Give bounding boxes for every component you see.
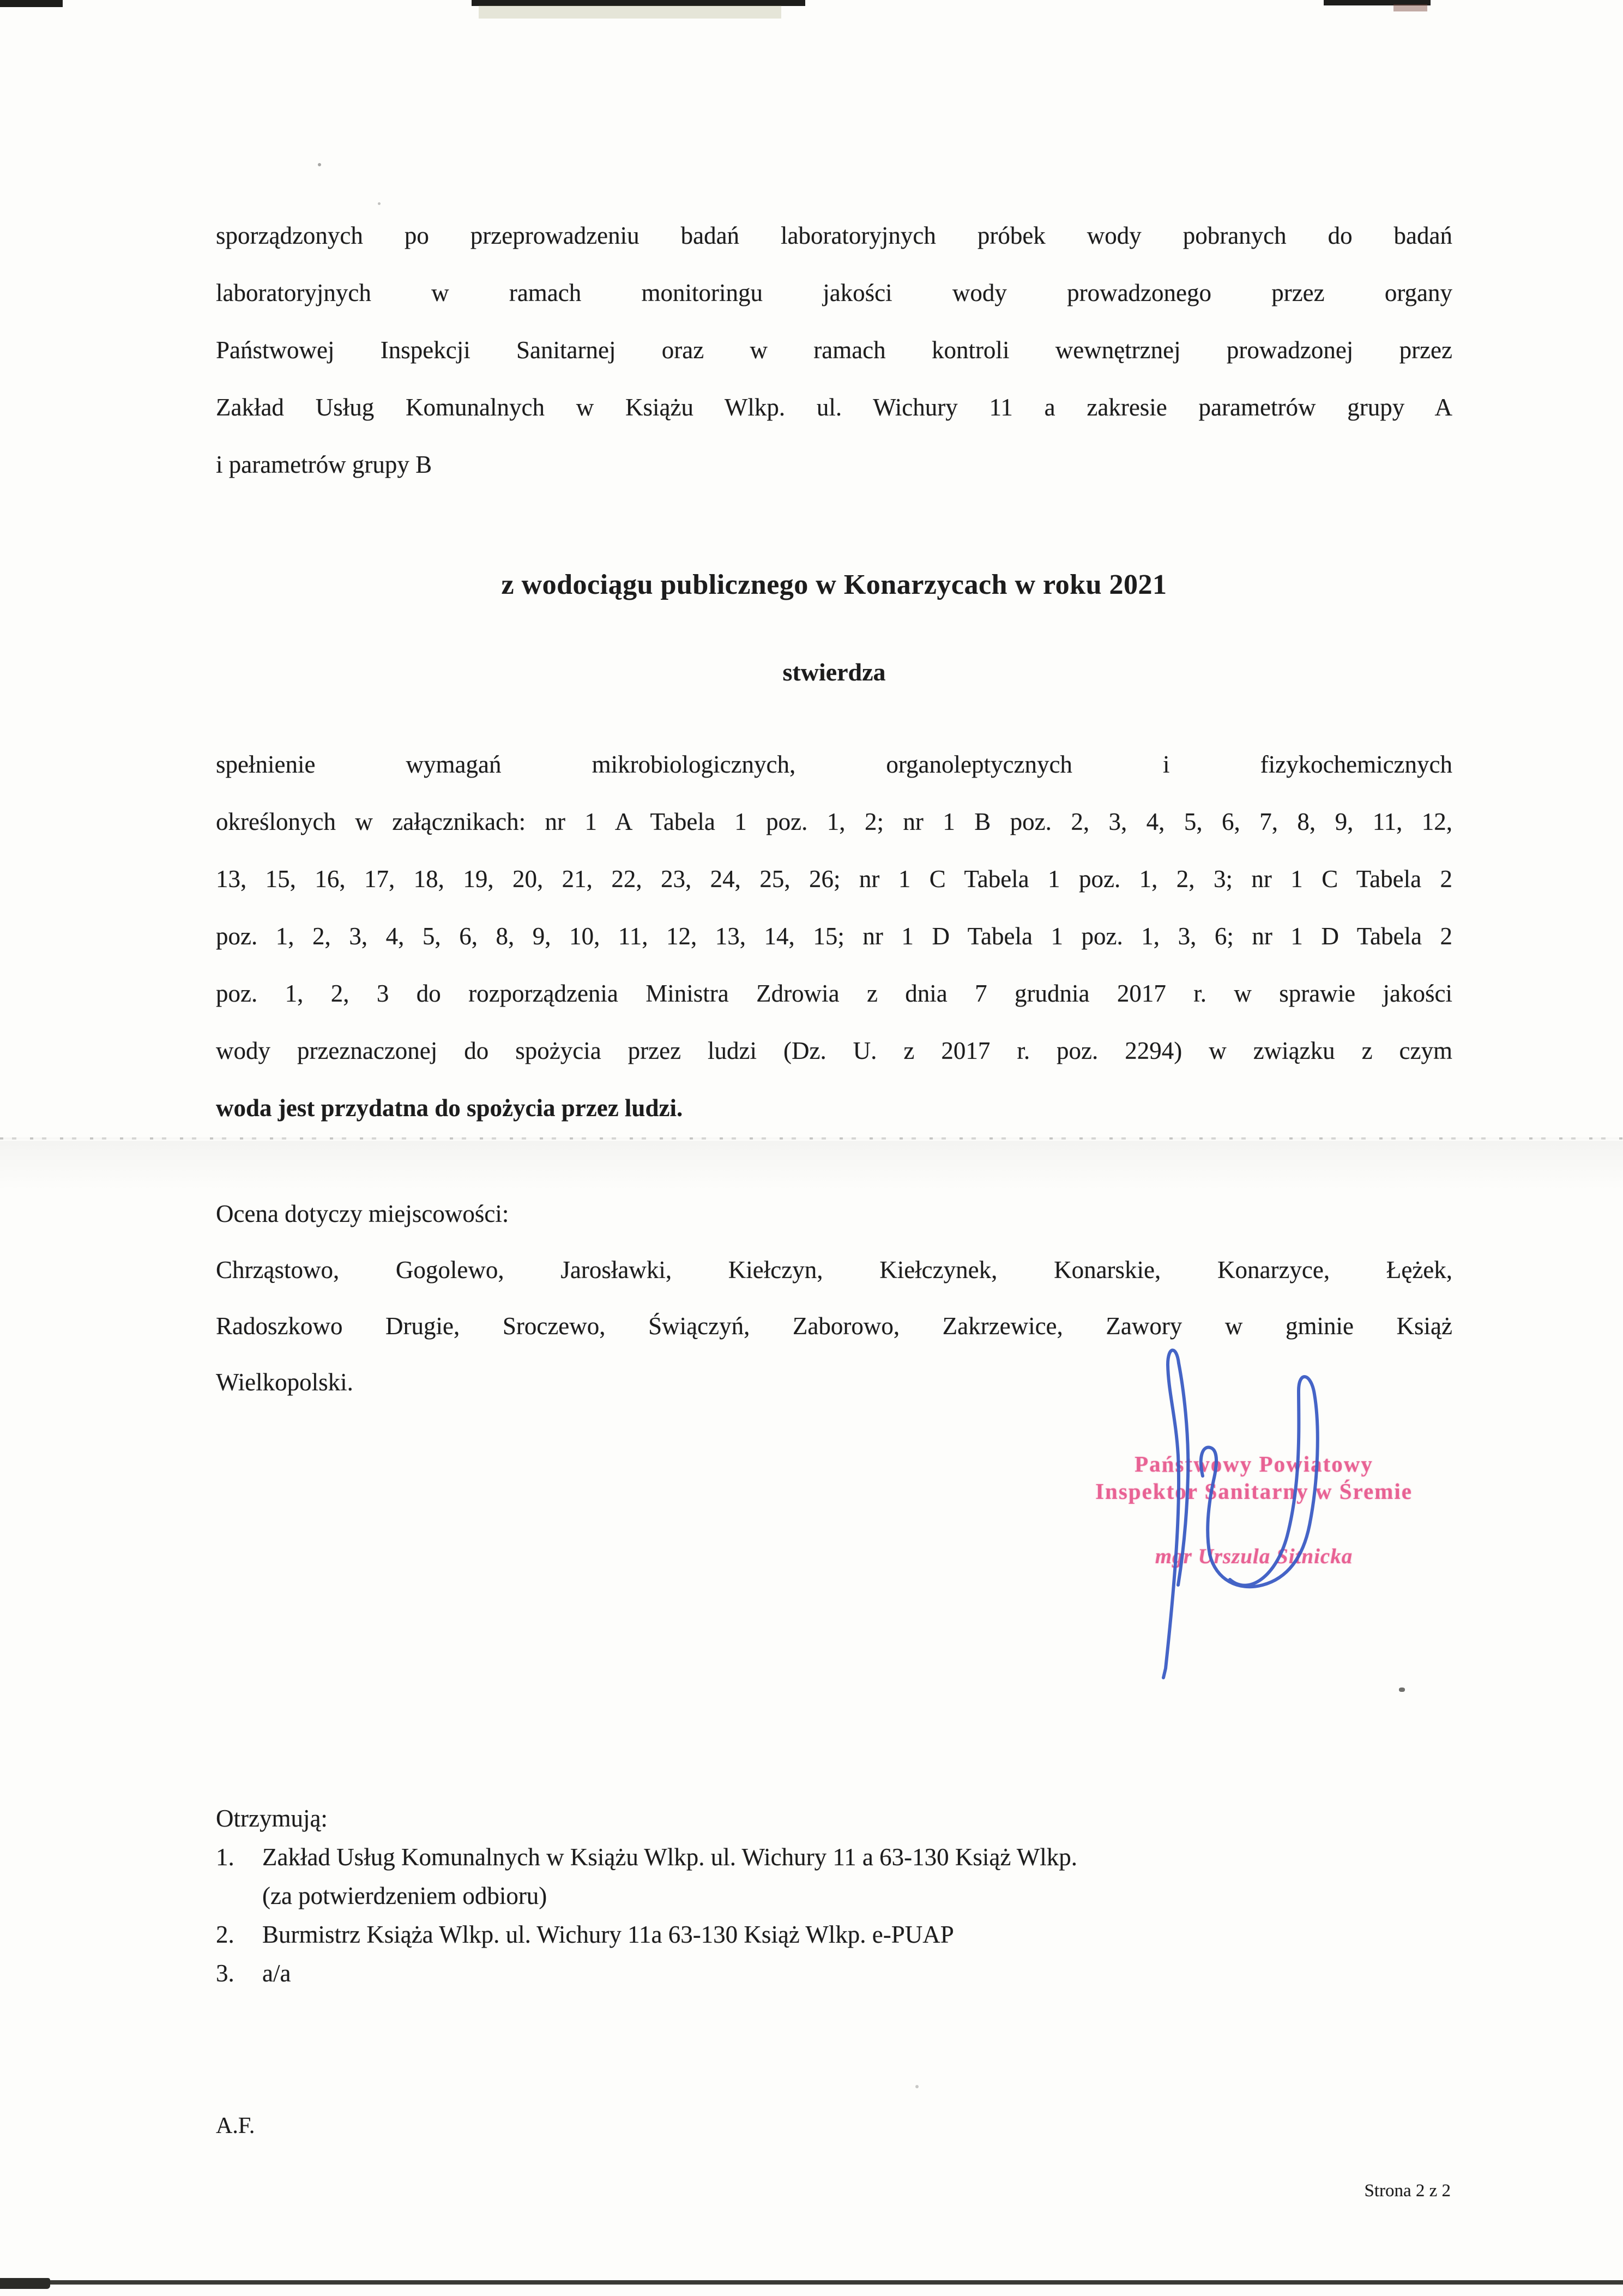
intro-line-2: laboratoryjnych w ramach monitoringu jakości wody prowadzonego przez organy xyxy=(216,279,1452,306)
localities-line-2: Radoszkowo Drugie, Sroczewo, Świączyń, Zaborowo, Zakrzewice, Zawory w gminie Książ xyxy=(216,1312,1452,1340)
stamp-line-2: Inspektor Sanitarny w Śremie xyxy=(1095,1479,1413,1504)
findings-line-6: wody przeznaczonej do spożycia przez ludzi (Dz. U. z 2017 r. poz. 2294) w związku z czym xyxy=(216,1037,1452,1064)
item-text: a/a xyxy=(262,1960,291,1987)
verdict-heading: stwierdza xyxy=(782,658,886,686)
distribution-item-1-note: (za potwierdzeniem odbioru) xyxy=(262,1882,547,1909)
localities-line-3: Wielkopolski. xyxy=(216,1369,353,1396)
localities-intro: Ocena dotyczy miejscowości: xyxy=(216,1200,509,1227)
stamp-line-1: Państwowy Powiatowy xyxy=(1135,1451,1373,1477)
item-number: 1. xyxy=(216,1843,234,1871)
intro-paragraph xyxy=(216,207,1452,493)
localities-line-1: Chrząstowo, Gogolewo, Jarosławki, Kiełczyn, Kiełczynek, Konarskie, Konarzyce, Łężek, xyxy=(216,1256,1452,1283)
distribution-heading: Otrzymują: xyxy=(216,1805,328,1832)
stamp-signer: mgr Urszula Sitnicka xyxy=(1155,1545,1353,1568)
page-number: Strona 2 z 2 xyxy=(1364,2181,1451,2201)
findings-line-1: spełnienie wymagań mikrobiologicznych, organoleptycznych i fizykochemicznych xyxy=(216,751,1452,778)
scan-speck xyxy=(318,163,321,166)
findings-paragraph xyxy=(216,736,1452,1137)
intro-line-1: sporządzonych po przeprowadzeniu badań laboratoryjnych próbek wody pobranych do badań xyxy=(216,222,1452,249)
scan-speck xyxy=(378,202,381,205)
item-number: 2. xyxy=(216,1921,234,1948)
item-text: Burmistrz Książa Wlkp. ul. Wichury 11a 63-130 Książ Wlkp. e-PUAP xyxy=(262,1921,954,1948)
handwritten-signature-icon xyxy=(1107,1339,1423,1690)
distribution-item-1 xyxy=(216,1838,1452,1877)
scan-artifact-top-middle-smudge xyxy=(479,5,781,19)
findings-line-4: poz. 1, 2, 3, 4, 5, 6, 8, 9, 10, 11, 12, 13, 14, 15; nr 1 D Tabela 1 poz. 1, 3, 6; nr 1 D Tabela 2 xyxy=(216,923,1452,950)
scan-artifact-bottom-line xyxy=(0,2280,1623,2285)
water-supply-heading: z wodociągu publicznego w Konarzycach w roku 2021 xyxy=(501,569,1167,600)
heading-section xyxy=(216,556,1452,613)
item-text: Zakład Usług Komunalnych w Książu Wlkp. ul. Wichury 11 a 63-130 Książ Wlkp. xyxy=(262,1843,1077,1871)
findings-line-5: poz. 1, 2, 3 do rozporządzenia Ministra Zdrowia z dnia 7 grudnia 2017 r. w sprawie jakości xyxy=(216,980,1452,1007)
findings-line-2: określonych w załącznikach: nr 1 A Tabela 1 poz. 1, 2; nr 1 B poz. 2, 3, 4, 5, 6, 7, 8, 9, 11, 12, xyxy=(216,808,1452,835)
distribution-item-3 xyxy=(216,1954,1452,1993)
intro-line-4: Zakład Usług Komunalnych w Książu Wlkp. ul. Wichury 11 a zakresie parametrów grupy A xyxy=(216,394,1452,421)
intro-line-3: Państwowej Inspekcji Sanitarnej oraz w ramach kontroli wewnętrznej prowadzonej przez xyxy=(216,336,1452,364)
findings-line-3: 13, 15, 16, 17, 18, 19, 20, 21, 22, 23, 24, 25, 26; nr 1 C Tabela 1 poz. 1, 2, 3; nr 1 C Tabela 2 xyxy=(216,865,1452,893)
scan-fold-haze xyxy=(0,1141,1623,1190)
item-number: 3. xyxy=(216,1960,234,1987)
scan-fold-line xyxy=(0,1137,1623,1140)
scan-artifact-top-right-smudge xyxy=(1393,4,1427,11)
distribution-item-2 xyxy=(216,1915,1452,1954)
distribution-section xyxy=(216,1799,1452,1993)
intro-line-5: i parametrów grupy B xyxy=(216,451,432,478)
scan-speck xyxy=(915,2085,919,2088)
scan-artifact-top-left-bar xyxy=(0,0,63,7)
findings-conclusion: woda jest przydatna do spożycia przez ludzi. xyxy=(216,1094,683,1122)
verdict-section xyxy=(216,643,1452,701)
footer-initials: A.F. xyxy=(216,2113,255,2138)
scan-artifact-bottom-left-blob xyxy=(0,2278,50,2289)
